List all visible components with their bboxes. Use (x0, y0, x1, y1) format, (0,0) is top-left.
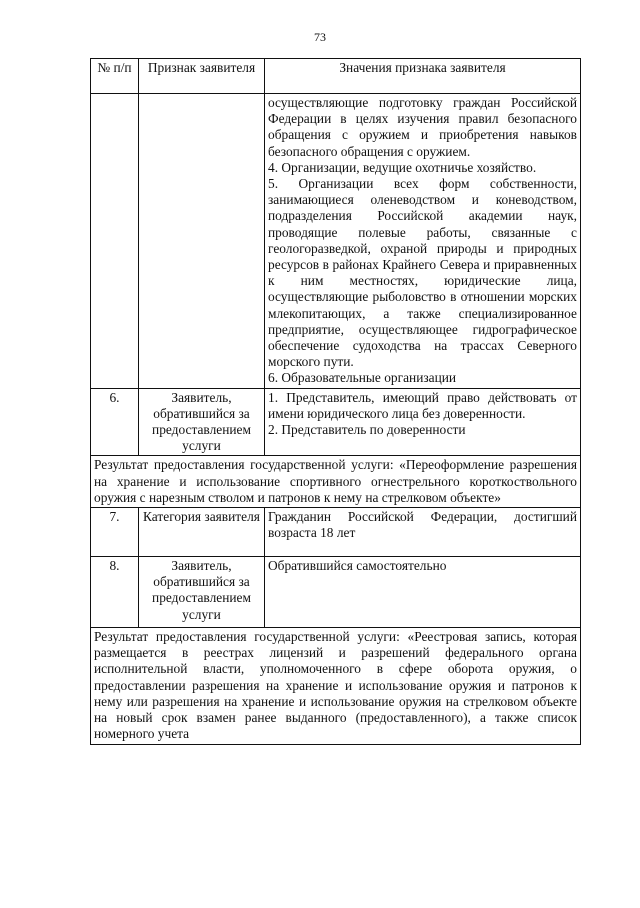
value-paragraph: 2. Представитель по доверенности (268, 422, 466, 438)
row-attribute: Заявитель, обратившийся за предоставлением услуги (139, 388, 265, 456)
row-value: Гражданин Российской Федерации, достигший возраста 18 лет (265, 508, 581, 557)
result-row (91, 456, 581, 508)
table-row-continued (91, 94, 581, 389)
table-row-6 (91, 388, 581, 456)
page-number: 73 (314, 30, 326, 44)
value-paragraph: 1. Представитель, имеющий право действовать от имени юридического лица без доверенности. (268, 389, 577, 421)
row-value (265, 388, 581, 456)
result-row (91, 628, 581, 744)
table-header-row (91, 59, 581, 94)
value-paragraph: осуществляющие подготовку граждан Российской Федерации в целях изучения правил безопасного обращения с оружием и приобретения навыков безопасного обращения с оружием. (268, 95, 577, 159)
row-number: 6. (91, 388, 139, 456)
header-attribute: Признак заявителя (139, 59, 265, 94)
header-number: № п/п (91, 59, 139, 94)
header-value: Значения признака заявителя (265, 59, 581, 94)
table-row-7 (91, 508, 581, 557)
cell-number (91, 94, 139, 389)
row-attribute: Заявитель, обратившийся за предоставлением услуги (139, 557, 265, 628)
table-row-8 (91, 557, 581, 628)
row-number: 7. (91, 508, 139, 557)
row-attribute: Категория заявителя (139, 508, 265, 557)
value-paragraph: 6. Образовательные организации (268, 370, 457, 386)
row-number: 8. (91, 557, 139, 628)
value-paragraph: 4. Организации, ведущие охотничье хозяйство. (268, 159, 537, 175)
cell-attribute (139, 94, 265, 389)
applicant-attributes-table (90, 58, 581, 745)
result-text: Результат предоставления государственной услуги: «Переоформление разрешения на хранение и использование спортивного огнестрельного короткоствольного оружия с нарезным стволом и патронов к нему на стрелковом объекте» (91, 456, 581, 508)
cell-value (265, 94, 581, 389)
result-text: Результат предоставления государственной услуги: «Реестровая запись, которая размещается в реестрах лицензий и разрешений федерального органа исполнительной власти, уполномоченного в сфере оборота оружия, о предоставлении разрешения на хранение и использование оружия и патронов к нему или разрешения на хранение и использование оружия на стрелковом объекте на новый срок взамен ранее выданного (предоставленного), а также список номерного учета (91, 628, 581, 744)
row-value: Обратившийся самостоятельно (265, 557, 581, 628)
value-paragraph: 5. Организации всех форм собственности, занимающиеся оленеводством и коневодством, подразделения Российской академии наук, проводящие полевые работы, связанные с геологоразведкой, охраной природы и природных ресурсов в районах Крайнего Севера и приравненных к ним местностях, юридические лица, осуществляющие рыболовство в отношении морских млекопитающих, а также специализированное предприятие, осуществляющее гидрографическое обеспечение судоходства на трассах Северного морского пути. (268, 176, 577, 370)
